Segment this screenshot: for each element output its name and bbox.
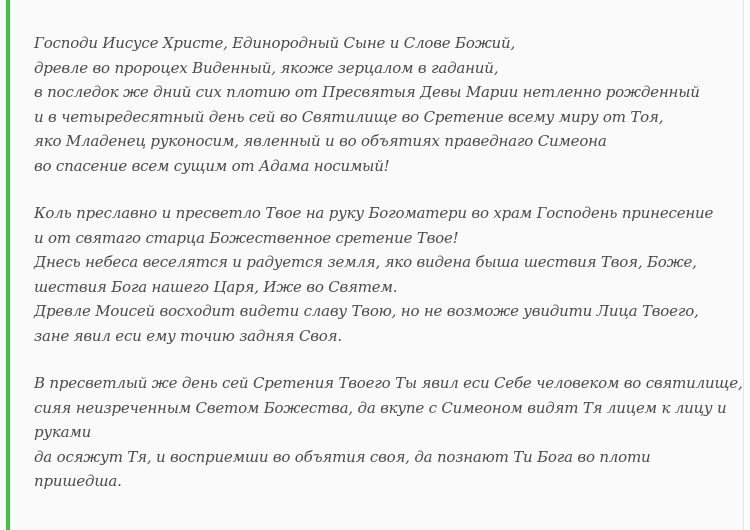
text-line: во спасение всем сущим от Адама носимый! — [34, 156, 390, 175]
text-line: зане явил еси ему точию задняя Своя. — [34, 326, 342, 345]
text-line: В пресветлый же день сей Сретения Твоего Ты явил еси Себе человеком во святилище, — [34, 374, 743, 392]
stanza-3 — [34, 371, 743, 494]
text-line: древле во пророцех Виденный, якоже зерцалом в гаданий, — [34, 58, 499, 77]
text-line: и от святаго старца Божественное сретение Твое! — [34, 228, 459, 247]
stanza-1 — [34, 31, 734, 178]
text-line: да осяжут Тя, и восприемши во объятия своя, да познают Ти Бога во плоти — [34, 447, 651, 466]
text-line: в последок же дний сих плотию от Пресвятыя Девы Марии нетленно рожденный — [34, 83, 700, 101]
text-line: яко Младенец руконосим, явленный и во объятиях праведнаго Симеона — [34, 132, 607, 150]
quote-accent-bar — [6, 0, 10, 530]
text-line: шествия Бога нашего Царя, Иже во Святем. — [34, 277, 398, 296]
prayer-text — [34, 31, 743, 517]
text-line: сияя неизреченным Светом Божества, да вкупе с Симеоном видят Тя лицем к лицу и — [34, 398, 727, 417]
text-line: Древле Моисей восходит видети славу Твою, но не возможе увидити Лица Твоего, — [34, 302, 699, 320]
text-line: Днесь небеса веселятся и радуется земля, яко видена быша шествия Твоя, Боже, — [34, 253, 697, 271]
text-line: и в четыредесятный день сей во Святилище во Сретение всему миру от Тоя, — [34, 107, 664, 126]
text-line: Господи Иисусе Христе, Единородный Сыне и Слове Божий, — [34, 34, 516, 52]
text-line: пришедша. — [34, 472, 122, 490]
text-line: Коль преславно и пресветло Твое на руку Богоматери во храм Господень принесение — [34, 204, 714, 222]
stanza-2 — [34, 201, 734, 348]
text-line: руками — [34, 423, 92, 441]
